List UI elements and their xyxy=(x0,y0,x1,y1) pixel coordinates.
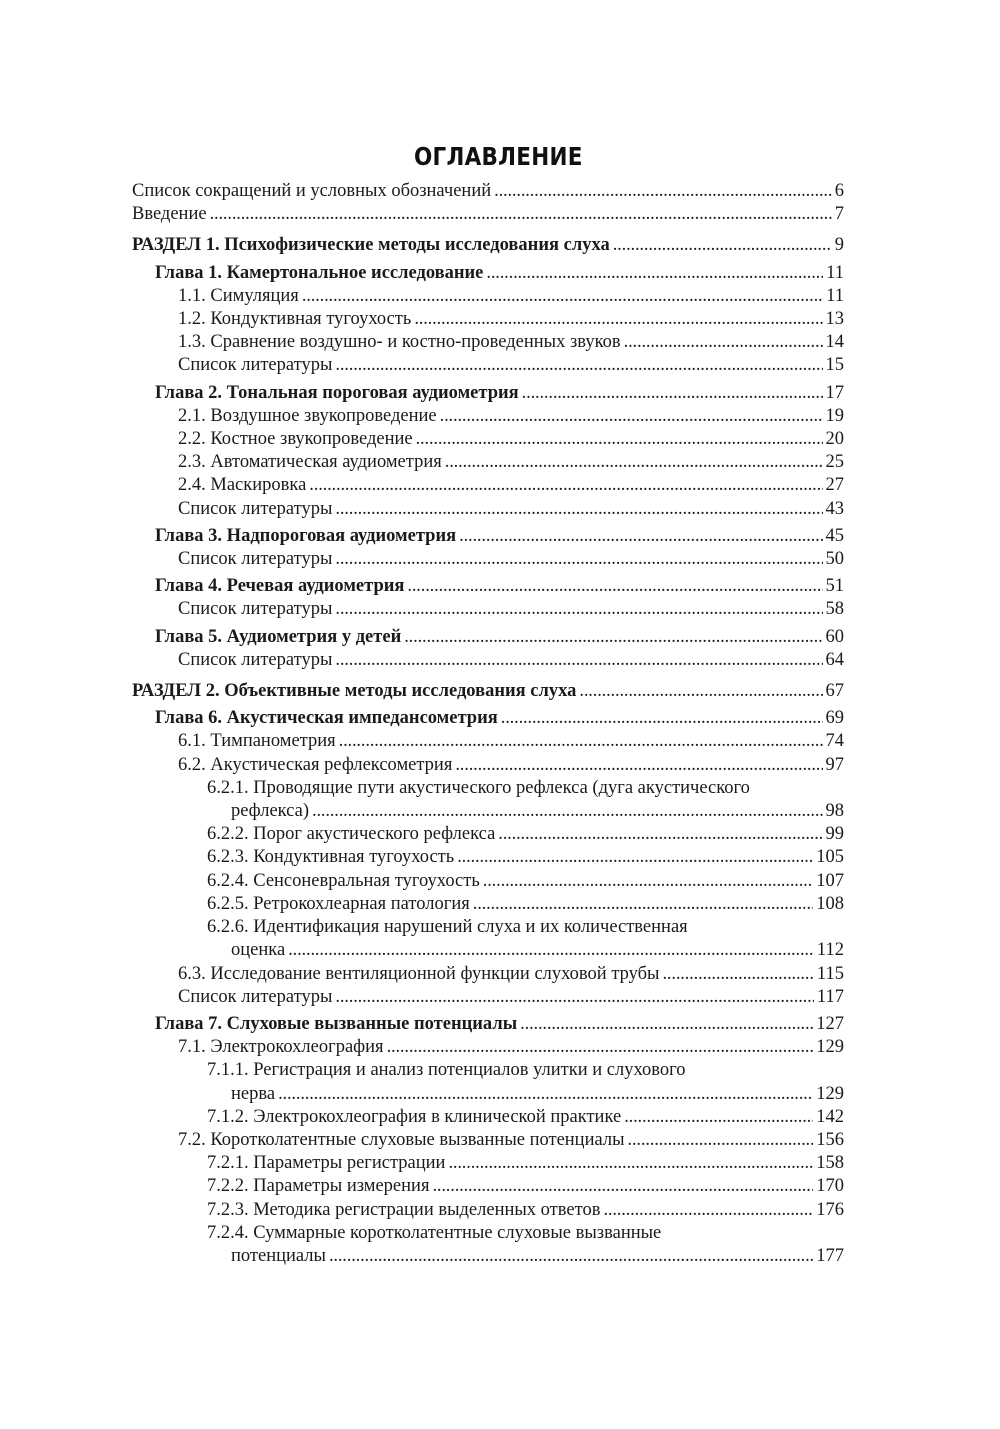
toc-entry-page: 177 xyxy=(816,1245,844,1266)
leader-dots xyxy=(457,846,813,869)
toc-entry-text: Список литературы xyxy=(178,986,333,1007)
toc-entry-page: 51 xyxy=(825,576,844,597)
toc-entry[interactable] xyxy=(132,548,844,571)
toc-entry-text: 6.2.4. Сенсоневральная тугоухость xyxy=(207,870,480,891)
toc-entry-page: 7 xyxy=(834,204,844,225)
toc-entry-text: Список литературы xyxy=(178,498,333,519)
leader-dots xyxy=(579,680,822,703)
toc-entry-page: 13 xyxy=(825,309,844,330)
leader-dots xyxy=(335,354,822,377)
toc-entry-page: 117 xyxy=(816,986,844,1007)
toc-entry[interactable] xyxy=(132,730,844,753)
leader-dots xyxy=(335,986,814,1009)
toc-entry-text: Глава 4. Речевая аудиометрия xyxy=(155,576,405,597)
page-title: ОГЛАВЛЕНИЕ xyxy=(413,142,583,171)
toc-entry-text: Список литературы xyxy=(178,649,333,670)
leader-dots xyxy=(459,525,822,548)
leader-dots xyxy=(302,285,823,308)
toc-entry-page: 17 xyxy=(825,382,844,403)
leader-dots xyxy=(312,800,823,823)
leader-dots xyxy=(416,428,823,451)
toc-entry-page: 58 xyxy=(825,599,844,620)
toc-entry[interactable] xyxy=(132,754,844,777)
toc-entry-text: Введение xyxy=(132,204,207,225)
toc-entry-page: 142 xyxy=(816,1106,844,1127)
toc-entry-text-line1[interactable]: 6.2.6. Идентификация нарушений слуха и их количественная xyxy=(207,917,688,938)
toc-entry[interactable] xyxy=(132,474,844,497)
toc-entry-continuation[interactable] xyxy=(132,1083,844,1106)
toc-section[interactable] xyxy=(132,234,844,257)
leader-dots xyxy=(486,262,823,285)
toc-entry-page: 60 xyxy=(825,626,844,647)
toc-entry-page: 64 xyxy=(825,649,844,670)
toc-entry-page: 176 xyxy=(816,1199,844,1220)
toc-entry-text-line1[interactable]: 7.2.4. Суммарные коротколатентные слуховые вызванные xyxy=(207,1222,662,1243)
toc-entry-page: 9 xyxy=(834,235,844,256)
toc-entry-text: 6.3. Исследование вентиляционной функции слуховой трубы xyxy=(178,963,660,984)
toc-entry-page: 14 xyxy=(825,332,844,353)
toc-entry-page: 69 xyxy=(825,708,844,729)
toc-entry-page: 107 xyxy=(816,870,844,891)
toc-entry[interactable] xyxy=(132,893,844,916)
toc-entry[interactable] xyxy=(132,180,844,203)
toc-entry[interactable] xyxy=(132,1152,844,1175)
toc-entry-text: 2.4. Маскировка xyxy=(178,475,307,496)
toc-entry-text: 1.3. Сравнение воздушно- и костно-проведенных звуков xyxy=(178,332,621,353)
leader-dots xyxy=(473,893,814,916)
leader-dots xyxy=(278,1083,813,1106)
leader-dots xyxy=(404,626,822,649)
leader-dots xyxy=(440,405,823,428)
toc-entry-text: 6.1. Тимпанометрия xyxy=(178,731,336,752)
toc-entry-continuation[interactable] xyxy=(132,800,844,823)
leader-dots xyxy=(455,754,822,777)
toc-entry-text: 7.2. Коротколатентные слуховые вызванные потенциалы xyxy=(178,1129,625,1150)
toc-entry-page: 25 xyxy=(825,452,844,473)
toc-entry-page: 97 xyxy=(825,754,844,775)
toc-entry-page: 108 xyxy=(816,893,844,914)
leader-dots xyxy=(309,474,822,497)
toc-entry-text: Глава 1. Камертональное исследование xyxy=(155,262,484,283)
toc-entry[interactable] xyxy=(132,331,844,354)
leader-dots xyxy=(448,1152,813,1175)
toc-entry-page: 129 xyxy=(816,1083,844,1104)
toc-entry-text: оценка xyxy=(231,940,286,961)
toc-entry[interactable] xyxy=(132,963,844,986)
leader-dots xyxy=(628,1129,814,1152)
toc-entry-text: 2.3. Автоматическая аудиометрия xyxy=(178,452,442,473)
toc-entry-text: 2.2. Костное звукопроведение xyxy=(178,429,413,450)
leader-dots xyxy=(520,1013,813,1036)
toc-entry[interactable] xyxy=(132,451,844,474)
toc-entry-page: 127 xyxy=(816,1013,844,1034)
toc-entry-text: потенциалы xyxy=(231,1245,326,1266)
toc-entry-text: 6.2. Акустическая рефлексометрия xyxy=(178,754,453,775)
toc-entry-text: 6.2.2. Порог акустического рефлекса xyxy=(207,824,496,845)
toc-entry-page: 105 xyxy=(816,847,844,868)
leader-dots xyxy=(335,649,822,672)
toc-entry[interactable] xyxy=(132,354,844,377)
toc-entry-text: рефлекса) xyxy=(231,801,309,822)
toc-entry-text: 7.1.2. Электрокохлеография в клинической практике xyxy=(207,1106,622,1127)
toc-entry-page: 112 xyxy=(816,940,844,961)
toc-entry-page: 98 xyxy=(825,801,844,822)
leader-dots xyxy=(501,707,823,730)
leader-dots xyxy=(498,823,822,846)
toc-entry-text: РАЗДЕЛ 2. Объективные методы исследования слуха xyxy=(132,681,577,702)
toc-section[interactable] xyxy=(132,680,844,703)
toc-entry-page: 19 xyxy=(825,405,844,426)
table-of-contents xyxy=(132,180,844,1268)
toc-entry-page: 156 xyxy=(816,1129,844,1150)
toc-entry-text-line1[interactable]: 7.1.1. Регистрация и анализ потенциалов улитки и слухового xyxy=(207,1060,686,1081)
toc-entry-page: 99 xyxy=(825,824,844,845)
toc-entry-page: 129 xyxy=(816,1037,844,1058)
toc-entry[interactable] xyxy=(132,823,844,846)
leader-dots xyxy=(494,180,832,203)
toc-chapter[interactable] xyxy=(132,1013,844,1036)
toc-entry[interactable] xyxy=(132,428,844,451)
toc-entry-continuation[interactable] xyxy=(132,1245,844,1268)
toc-entry-text: Список сокращений и условных обозначений xyxy=(132,181,492,201)
toc-entry[interactable] xyxy=(132,1175,844,1198)
leader-dots xyxy=(613,234,832,257)
toc-entry-text: 7.2.3. Методика регистрации выделенных ответов xyxy=(207,1199,601,1220)
toc-entry-text: 1.1. Симуляция xyxy=(178,285,299,306)
toc-entry[interactable] xyxy=(132,598,844,621)
leader-dots xyxy=(329,1245,813,1268)
toc-entry[interactable] xyxy=(132,203,844,226)
toc-entry-text: 6.2.3. Кондуктивная тугоухость xyxy=(207,847,455,868)
toc-chapter[interactable] xyxy=(132,707,844,730)
leader-dots xyxy=(624,331,823,354)
toc-entry-page: 20 xyxy=(825,429,844,450)
leader-dots xyxy=(335,598,822,621)
toc-entry-text: Глава 3. Надпороговая аудиометрия xyxy=(155,525,457,546)
toc-entry[interactable] xyxy=(132,498,844,521)
toc-chapter[interactable] xyxy=(132,382,844,405)
toc-entry-page: 11 xyxy=(826,285,844,306)
leader-dots xyxy=(210,203,832,226)
toc-entry-page: 50 xyxy=(825,549,844,570)
toc-entry-text: Глава 2. Тональная пороговая аудиометрия xyxy=(155,382,519,403)
toc-entry-continuation[interactable] xyxy=(132,939,844,962)
leader-dots xyxy=(414,308,822,331)
toc-entry-page: 43 xyxy=(825,498,844,519)
toc-entry-text: Глава 7. Слуховые вызванные потенциалы xyxy=(155,1013,518,1034)
toc-chapter[interactable] xyxy=(132,626,844,649)
leader-dots xyxy=(662,963,813,986)
toc-entry-text: 6.2.5. Ретрокохлеарная патология xyxy=(207,893,470,914)
toc-entry-text: Список литературы xyxy=(178,355,333,376)
toc-entry-page: 67 xyxy=(825,681,844,702)
leader-dots xyxy=(387,1036,814,1059)
toc-entry[interactable] xyxy=(132,405,844,428)
toc-entry-text: Глава 5. Аудиометрия у детей xyxy=(155,626,402,647)
toc-entry-text: 2.1. Воздушное звукопроведение xyxy=(178,405,437,426)
toc-entry[interactable] xyxy=(132,1106,844,1129)
toc-entry-text: Список литературы xyxy=(178,599,333,620)
toc-entry-text: 7.2.2. Параметры измерения xyxy=(207,1176,430,1197)
toc-entry-text: Список литературы xyxy=(178,549,333,570)
toc-entry[interactable] xyxy=(132,1036,844,1059)
toc-entry-page: 27 xyxy=(825,475,844,496)
leader-dots xyxy=(522,382,823,405)
toc-entry[interactable] xyxy=(132,986,844,1009)
leader-dots xyxy=(432,1175,813,1198)
toc-entry-page: 74 xyxy=(825,731,844,752)
toc-entry-page: 115 xyxy=(816,963,844,984)
toc-entry[interactable] xyxy=(132,1199,844,1222)
toc-entry-page: 45 xyxy=(825,525,844,546)
toc-entry-page: 158 xyxy=(816,1153,844,1174)
toc-entry-page: 170 xyxy=(816,1176,844,1197)
leader-dots xyxy=(407,575,822,598)
toc-chapter[interactable] xyxy=(132,575,844,598)
toc-entry[interactable] xyxy=(132,285,844,308)
leader-dots xyxy=(339,730,823,753)
leader-dots xyxy=(483,870,813,893)
leader-dots xyxy=(603,1199,813,1222)
toc-entry-page: 11 xyxy=(826,262,844,283)
toc-entry-page: 6 xyxy=(834,181,844,201)
toc-entry[interactable] xyxy=(132,870,844,893)
toc-entry-text: 1.2. Кондуктивная тугоухость xyxy=(178,309,412,330)
toc-entry-text: РАЗДЕЛ 1. Психофизические методы исследования слуха xyxy=(132,235,610,256)
toc-entry-text: 7.2.1. Параметры регистрации xyxy=(207,1153,446,1174)
toc-entry-text: 7.1. Электрокохлеография xyxy=(178,1037,384,1058)
toc-entry-text: нерва xyxy=(231,1083,276,1104)
toc-entry[interactable] xyxy=(132,846,844,869)
toc-entry-text: Глава 6. Акустическая импедансометрия xyxy=(155,708,498,729)
toc-entry-text-line1[interactable]: 6.2.1. Проводящие пути акустического рефлекса (дуга акустического xyxy=(207,777,750,798)
toc-entry-page: 15 xyxy=(825,355,844,376)
leader-dots xyxy=(624,1106,813,1129)
toc-chapter[interactable] xyxy=(132,525,844,548)
leader-dots xyxy=(335,498,822,521)
toc-entry[interactable] xyxy=(132,1129,844,1152)
toc-chapter[interactable] xyxy=(132,262,844,285)
toc-entry[interactable] xyxy=(132,649,844,672)
leader-dots xyxy=(445,451,823,474)
leader-dots xyxy=(335,548,822,571)
toc-entry[interactable] xyxy=(132,308,844,331)
leader-dots xyxy=(288,939,814,962)
